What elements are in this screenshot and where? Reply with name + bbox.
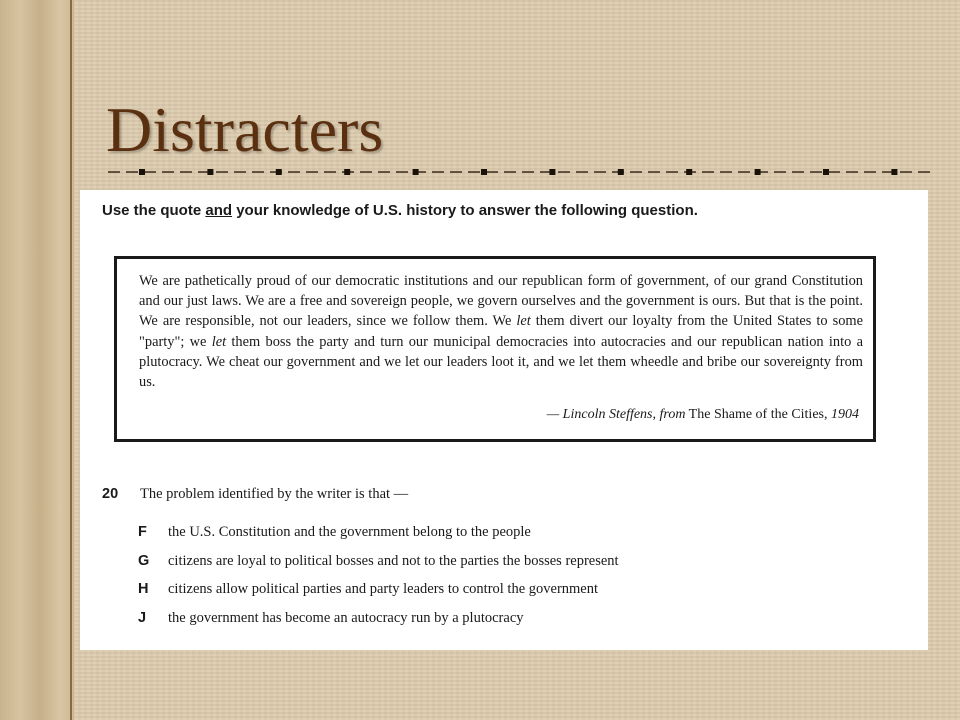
textured-spine [0,0,74,720]
instruction-text: Use the quote and your knowledge of U.S. history to answer the following question. [102,202,698,219]
rule-dot [618,169,624,175]
rule-dot [891,169,897,175]
question-number: 20 [102,486,119,502]
rule-dot [686,169,692,175]
rule-dot [344,169,350,175]
option-letter: G [138,553,150,569]
rule-dot [413,169,419,175]
quote-attribution: — Lincoln Steffens, from The Shame of the Cities, 1904 [546,407,859,422]
option-text: citizens are loyal to political bosses and not to the parties the bosses represent [168,553,619,569]
rule-dot [549,169,555,175]
rule-dot [823,169,829,175]
emphasis-and: and [205,202,233,219]
rule-dot [276,169,282,175]
dashed-ornament-rule [108,164,930,180]
option-letter: H [138,581,149,597]
option-letter: F [138,524,147,540]
option-text: the U.S. Constitution and the government belong to the people [168,524,531,540]
question-card [80,190,928,650]
quote-box [114,256,876,442]
option-text: the government has become an autocracy run by a plutocracy [168,610,524,626]
option-text: citizens allow political parties and party leaders to control the government [168,581,599,597]
spine-divider [70,0,72,720]
rule-dot [139,169,145,175]
option-letter: J [138,610,147,626]
quote-text: We are pathetically proud of our democratic institutions and our republican form of government, of our grand Constitution and our just laws. We are a free and sovereign people, we govern ourselves and the government is ours. But that is the point. We are responsible, not our leaders, since we follow them. We let them divert our loyalty from the United States to some "party"; we let them boss the party and turn our municipal democracies into autocracies and our republican nation into a plutocracy. We cheat our government and we let our leaders loot it, and we let them wheedle and bribe our sovereignty from us. [139,273,863,391]
rule-dot [481,169,487,175]
question-stem: The problem identified by the writer is that — [140,486,409,502]
rule-dot [207,169,213,175]
rule-dot [755,169,761,175]
slide-title: Distracters [106,94,384,165]
